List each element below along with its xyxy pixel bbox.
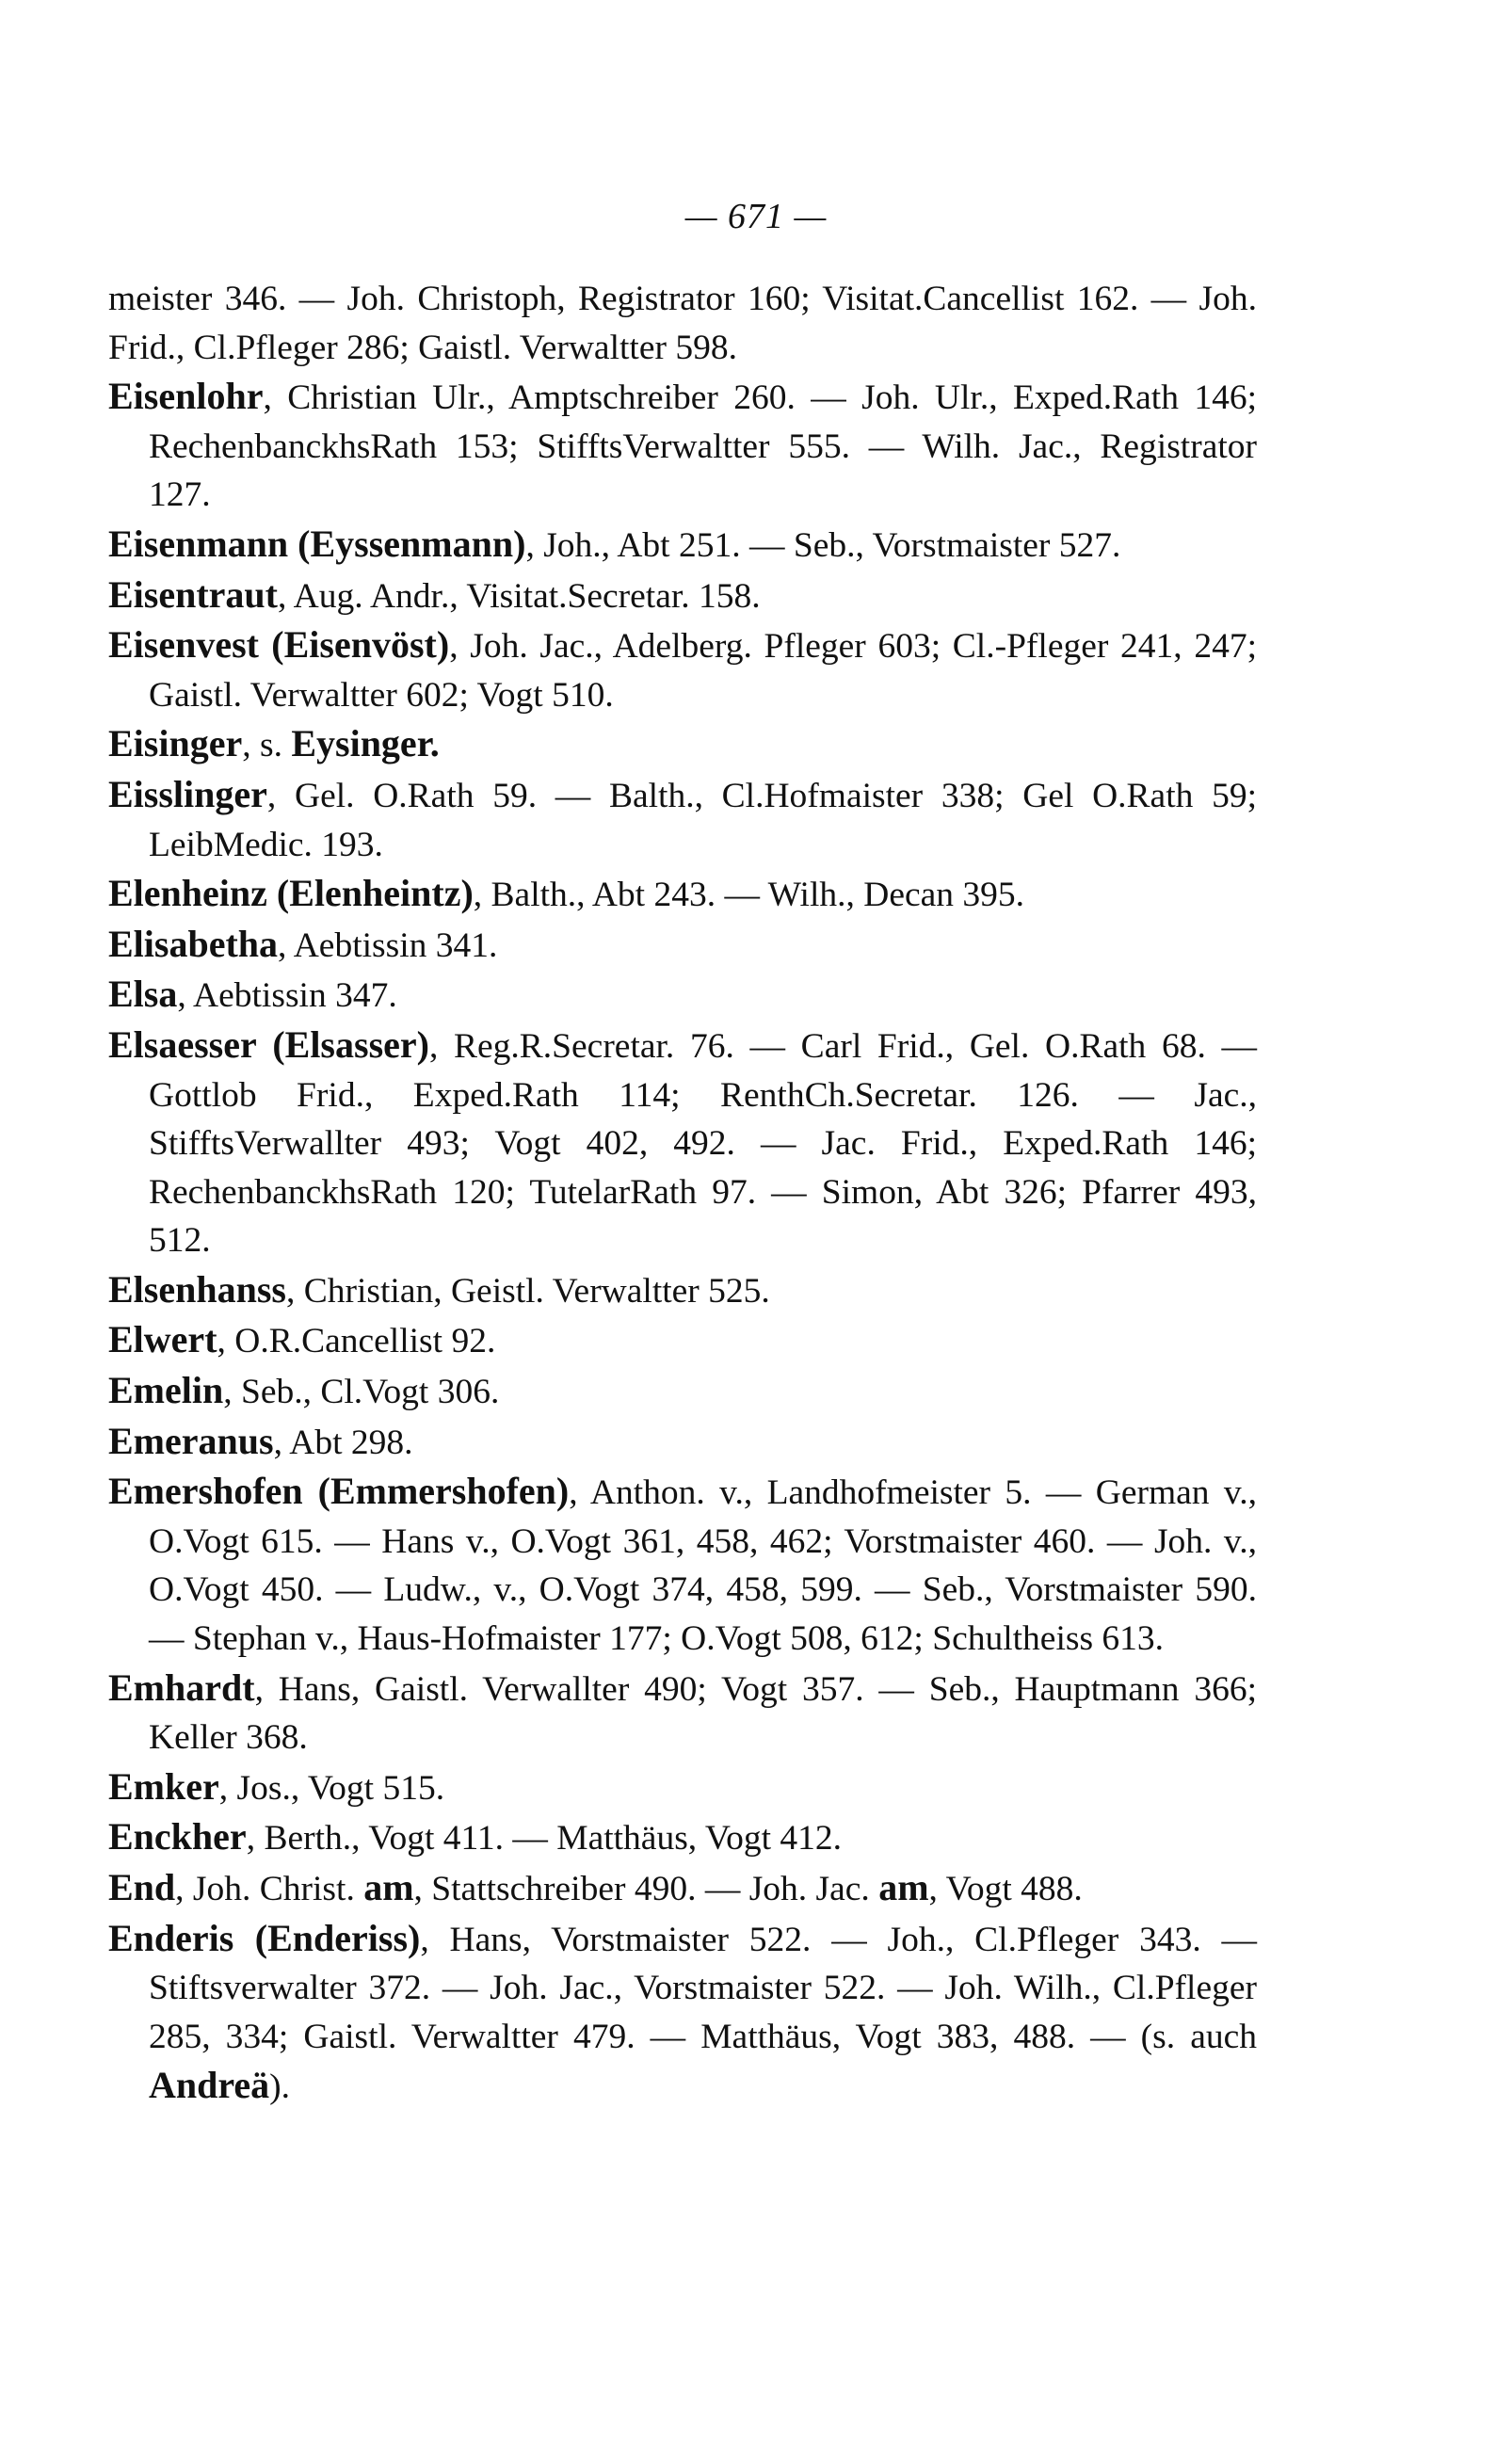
entry-head: Eisentraut (108, 572, 278, 616)
entry-head: Eisinger (108, 722, 243, 765)
index-entry (108, 1265, 1257, 1316)
entry-head: Elwert (108, 1318, 217, 1361)
entry-head: Eisenlohr (108, 375, 264, 418)
entry-text: , Joh., Abt 251. — Seb., Vorstmaister 527. (525, 525, 1121, 565)
entry-text: , Hans, Vorstmaister 522. — Joh., Cl.Pfleger 343. — Stiftsverwalter 372. — Joh. Jac., Vorstmaister 522. — Joh. Wilh., Cl.Pfleger 285, 334; Gaistl. Verwaltter 479. — Matthäus, Vogt 383, 488. — (s. auch (149, 1920, 1257, 2056)
entry-text: meister 346. — Joh. Christoph, Registrator 160; Visitat.Cancellist 162. — Joh. Frid., Cl.Pfleger 286; Gaistl. Verwaltter 598. (108, 280, 1257, 367)
index-entry (108, 1812, 1257, 1863)
entry-head: Eisenmann (Eyssenmann) (108, 522, 526, 565)
entry-text: , Stattschreiber 490. — Joh. Jac. (413, 1870, 879, 1908)
index-entry (108, 1762, 1257, 1813)
entry-head: Eisslinger (108, 772, 267, 815)
entry-text: , Aebtissin 341. (278, 925, 498, 965)
entry-head: Enckher (108, 1815, 247, 1859)
entry-text: , Gel. O.Rath 59. — Balth., Cl.Hofmaister 338; Gel O.Rath 59; LeibMedic. 193. (149, 776, 1257, 864)
index-entry (108, 770, 1257, 869)
index-entry (108, 571, 1257, 621)
entry-text: , Joh. Jac., Adelberg. Pfleger 603; Cl.-Pfleger 241, 247; Gaistl. Verwaltter 602; Vogt 510. (149, 627, 1257, 715)
entry-text: , Joh. Christ. (175, 1870, 364, 1908)
entry-particle: am (878, 1866, 929, 1908)
entry-head: Emeranus (108, 1419, 274, 1462)
entry-head: Elenheinz (Elenheintz) (108, 872, 474, 915)
index-entry (108, 869, 1257, 920)
entry-head: Emhardt (108, 1665, 255, 1709)
entry-text: , Hans, Gaistl. Verwallter 490; Vogt 357. — Seb., Hauptmann 366; Keller 368. (149, 1669, 1257, 1758)
entry-text: , Aebtissin 347. (177, 976, 397, 1016)
index-entry (108, 719, 1257, 770)
entry-head: Emelin (108, 1369, 224, 1412)
index-entry (108, 970, 1257, 1021)
entry-text: , Berth., Vogt 411. — Matthäus, Vogt 412. (246, 1819, 843, 1859)
page-number: — 671 — (684, 197, 828, 236)
index-entry (108, 1914, 1257, 2112)
index-entry (108, 1467, 1257, 1663)
index-entry (108, 1315, 1257, 1366)
index-entry (108, 920, 1257, 971)
entry-text: , Seb., Cl.Vogt 306. (223, 1373, 500, 1412)
entry-head: Elisabetha (108, 922, 279, 965)
index-entry (108, 520, 1257, 571)
entry-head: Eisenvest (Eisenvöst) (108, 623, 450, 667)
index-entry (108, 1863, 1257, 1914)
entry-head: Elsa (108, 973, 178, 1016)
entry-text: ). (269, 2068, 291, 2107)
entry-text: , O.R.Cancellist 92. (217, 1322, 496, 1361)
index-entry (108, 1417, 1257, 1468)
entry-text: , Aug. Andr., Visitat.Secretar. 158. (278, 576, 761, 616)
index-entry (108, 1664, 1257, 1762)
entry-text: , Anthon. v., Landhofmeister 5. — German v., O.Vogt 615. — Hans v., O.Vogt 361, 458, 462; Vorstmaister 460. — Joh. v., O.Vogt 450. — Ludw., v., O.Vogt 374, 458, 599. — Seb., Vorstmaister 590. — Stephan v., Haus-Hofmaister 177; O.Vogt 508, 612; Schultheiss 613. (149, 1473, 1257, 1659)
entry-particle: am (363, 1866, 414, 1908)
index-entry (108, 620, 1257, 719)
entry-cross-reference: Andreä (149, 2064, 270, 2107)
index-column (108, 275, 1257, 2112)
entry-head: End (108, 1866, 176, 1908)
entry-head: Emershofen (Emmershofen) (108, 1470, 570, 1513)
entry-text: , Vogt 488. (928, 1870, 1083, 1908)
entry-cross-reference: Eysinger. (291, 722, 440, 765)
index-entry (108, 275, 1257, 372)
entry-text: , Christian, Geistl. Verwaltter 525. (285, 1271, 770, 1311)
entry-head: Emker (108, 1764, 219, 1808)
entry-text: , Christian Ulr., Amptschreiber 260. — Joh. Ulr., Exped.Rath 146; RechenbanckhsRath 153; StifftsVerwaltter 555. — Wilh. Jac., Registrator 127. (149, 378, 1257, 515)
entry-head: Elsenhanss (108, 1267, 286, 1311)
entry-text: , Abt 298. (273, 1423, 413, 1462)
index-entry (108, 1021, 1257, 1265)
entry-text: , s. (242, 726, 292, 765)
entry-text: , Reg.R.Secretar. 76. — Carl Frid., Gel. O.Rath 68. — Gottlob Frid., Exped.Rath 114; RenthCh.Secretar. 126. — Jac., StifftsVerwallter 493; Vogt 402, 492. — Jac. Frid., Exped.Rath 146; RechenbanckhsRath 120; TutelarRath 97. — Simon, Abt 326; Pfarrer 493, 512. (149, 1026, 1257, 1261)
entry-text: , Jos., Vogt 515. (218, 1768, 445, 1808)
entry-head: Elsaesser (Elsasser) (108, 1022, 429, 1066)
index-entry (108, 372, 1257, 520)
index-entry (108, 1366, 1257, 1417)
entry-text: , Balth., Abt 243. — Wilh., Decan 395. (473, 876, 1025, 915)
entry-head: Enderis (Enderiss) (108, 1916, 421, 1959)
